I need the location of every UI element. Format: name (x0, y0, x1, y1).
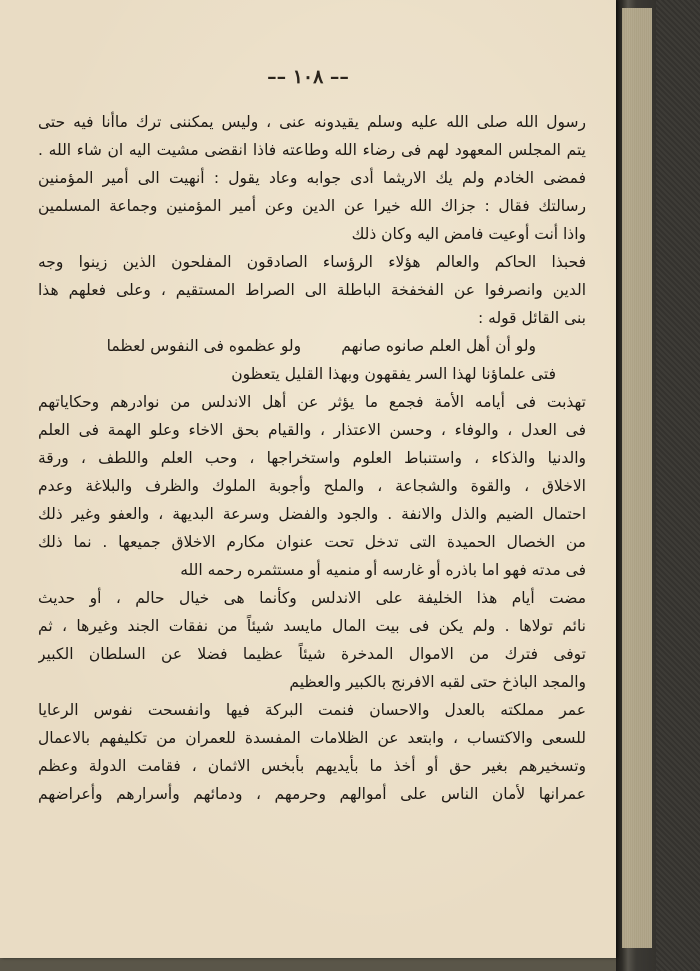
text-line: مضت أيام هذا الخليفة على الاندلس وكأنما هى خيال حالم ، أو حديث (38, 589, 586, 607)
text-line: وتسخيرهم بغير حق أو أخذ ما بأيديهم بأبخس الاثمان ، فقامت الدولة وعظم (38, 757, 586, 775)
text-line: الاخلاق ، والقوة والشجاعة ، والملح وأجوبة الملوك والظرف والبلاغة وعدم (38, 477, 586, 495)
verse-hemistich: ولو أن أهل العلم صانوه صانهم (341, 337, 536, 355)
text-line: تهذبت فى أيامه الأمة فجمع ما يؤثر عن أهل الاندلس من نوادرهم وحكاياتهم (38, 393, 586, 411)
book-cover-edge (616, 0, 700, 971)
text-line: الدين وانصرفوا عن الفخفخة الباطلة الى الصراط المستقيم ، وعلى فعلهم هذا (38, 281, 586, 299)
text-line: من الخصال الحميدة التى تدخل تحت عنوان مكارم الاخلاق جميعها . نما ذلك (38, 533, 586, 551)
text-line: يتم المجلس المعهود لهم فى رضاء الله وطاعته فاذا انقضى مشيت اليه ان شاء الله . (38, 141, 586, 159)
text-line: والدنيا والذكاء ، واستنباط العلوم واستخراجها ، وحب العلم واللطف ، ورقة (38, 449, 586, 467)
text-line: نائم تولاها . ولم يكن فى بيت المال مايسد شيئاً من نفقات الجند وغيرها ، ثم (38, 617, 586, 635)
text-line: والمجد الباذخ حتى لقبه الافرنج بالكبير والعظيم (289, 673, 586, 691)
text-line: عمر مملكته بالعدل والاحسان فنمت البركة فيها وانفسحت نفوس الرعايا (38, 701, 586, 719)
page-bottom-edge (0, 958, 616, 971)
text-line: فحبذا الحاكم والعالم هؤلاء الرؤساء الصادقون المفلحون الذين زينوا وجه (38, 253, 586, 271)
text-line: رسالتك فقال : جزاك الله خيرا عن الدين وعن أمير المؤمنين وجماعة المسلمين (38, 197, 586, 215)
text-line: بنى القائل قوله : (477, 309, 586, 327)
poem-verse (38, 332, 586, 360)
page-body (38, 108, 586, 808)
verse-hemistich: ولو عظموه فى النفوس لعظما (106, 337, 302, 355)
text-line: فمضى الخادم ولم يك الاريثما أدى جوابه وعاد يقول : أنهيت الى أمير المؤمنين (38, 169, 586, 187)
text-line: واذا أنت أوعيت فامض اليه وكان ذلك (351, 225, 586, 243)
text-line: عمرانها لأمان الناس على أموالهم وحرمهم ، ودمائهم وأسرارهم وأعراضهم (38, 785, 586, 803)
text-line: فى العدل ، والوفاء ، وحسن الاعتذار ، والقيام بحق الاخاء وعلو الهمة فى العلم (38, 421, 586, 439)
text-line: للسعى والاكتساب ، وابتعد عن الظلامات المفسدة للعمران من تكليفهم بالاعمال (38, 729, 586, 747)
text-line: توفى فترك من الاموال المدخرة شيئاً عظيما فضلا عن السلطان الكبير (38, 645, 586, 663)
text-line: فتى علماؤنا لهذا السر يفقهون وبهذا القليل يتعظون (231, 365, 556, 383)
page-edges (622, 8, 652, 948)
page-number: –– ١٠٨ –– (267, 66, 349, 88)
text-line: رسول الله صلى الله عليه وسلم يقيدونه عنى ، وليس يمكننى ترك ماأنا فيه حتى (38, 113, 586, 131)
text-line: احتمال الضيم والذل والانفة . والجود والفضل وسرعة البديهة ، والعفو وغير ذلك (38, 505, 586, 523)
text-line: فى مدته فهو اما باذره أو غارسه أو منميه أو مستثمره رحمه الله (180, 561, 586, 579)
cloth-binding (656, 0, 700, 971)
